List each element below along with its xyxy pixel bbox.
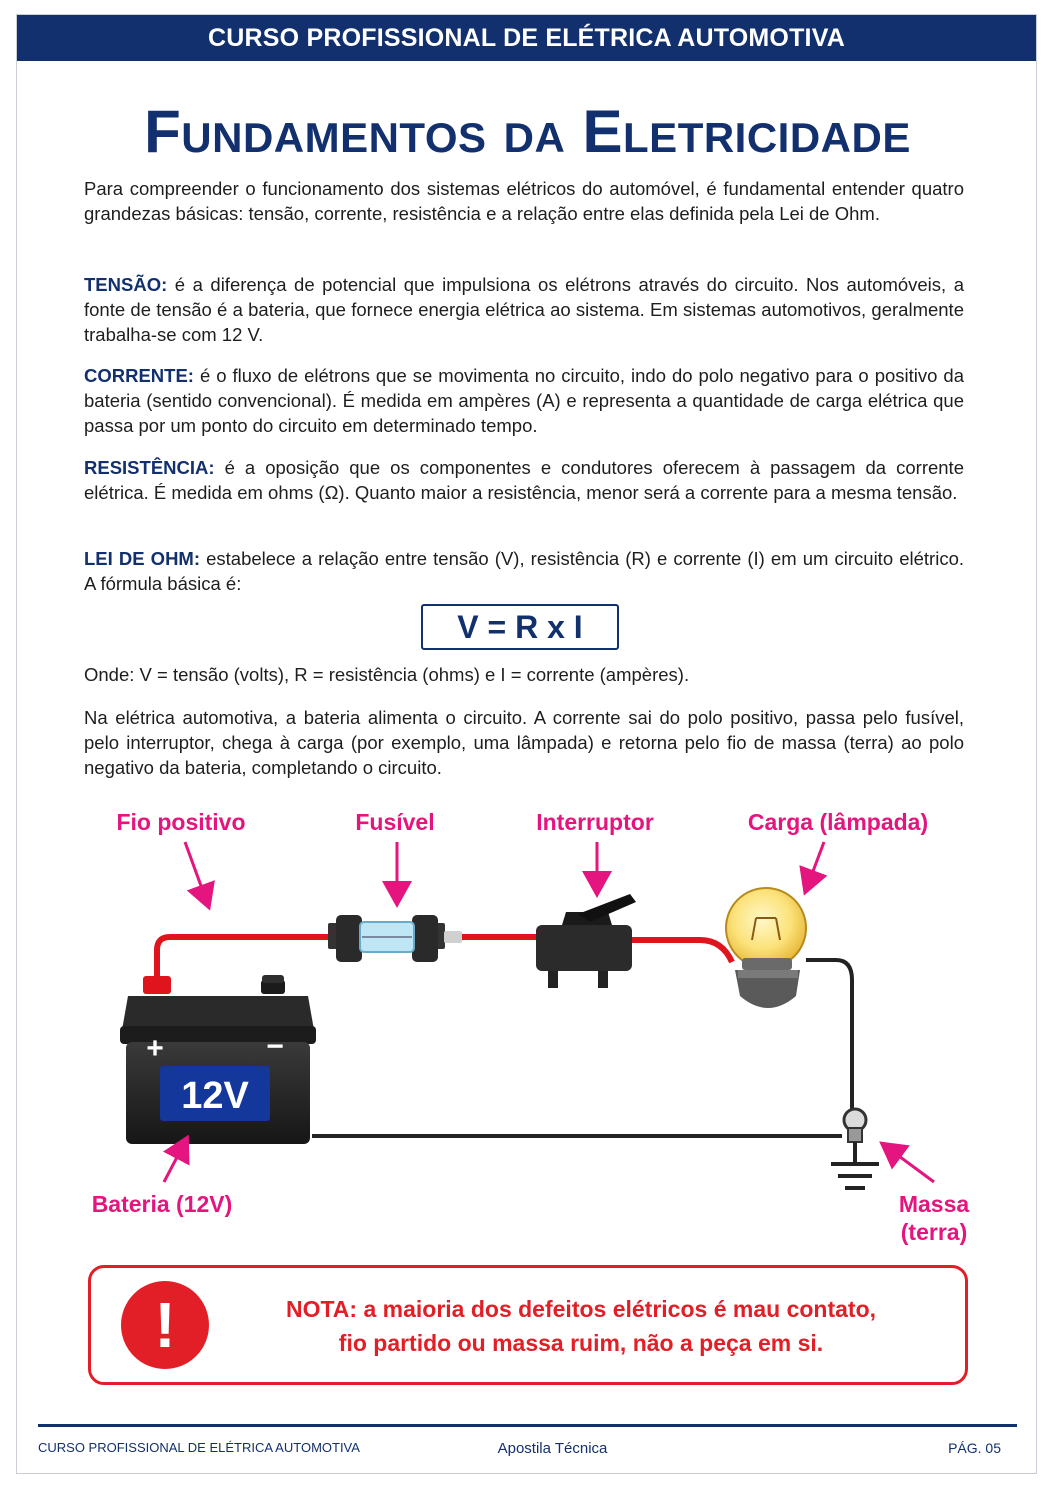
note-text — [231, 1292, 931, 1360]
definition-text: é a oposição que os componentes e condutores oferecem à passagem da corrente elétrica. É medida em ohms (Ω). Quanto maior a resistência, menor será a corrente para a mesma tensão. — [84, 457, 964, 503]
circuit-explanation: Na elétrica automotiva, a bateria alimenta o circuito. A corrente sai do polo positivo, passa pelo fusível, pelo interruptor, chega à carga (por exemplo, uma lâmpada) e retorna pelo fio de massa (terra) ao polo negativo da bateria, completando o circuito. — [84, 707, 964, 778]
ohm-formula: V = R x I — [421, 604, 619, 650]
label-fusivel: Fusível — [355, 809, 435, 835]
label-terra: (terra) — [900, 1219, 968, 1245]
page-title: Fundamentos da Eletricidade — [144, 98, 911, 165]
label-massa: Massa — [898, 1191, 970, 1217]
battery-plus-sign: + — [146, 1032, 164, 1065]
formula-legend: Onde: V = tensão (volts), R = resistência (ohms) e I = corrente (ampères). — [84, 664, 690, 685]
term-resistencia: RESISTÊNCIA: — [84, 457, 215, 478]
lamp — [726, 888, 806, 1008]
definition-tensao — [84, 272, 964, 347]
fuse — [328, 915, 462, 962]
definition-text: estabelece a relação entre tensão (V), resistência (R) e corrente (I) em um circuito elétrico. A fórmula básica é: — [84, 548, 964, 594]
positive-wire — [157, 937, 335, 985]
footer-course-name: CURSO PROFISSIONAL DE ELÉTRICA AUTOMOTIVA — [38, 1440, 360, 1455]
battery-voltage: 12V — [181, 1075, 249, 1117]
note-line: fio partido ou massa ruim, não a peça em si. — [338, 1330, 824, 1356]
label-bateria: Bateria (12V) — [91, 1191, 233, 1217]
course-banner: CURSO PROFISSIONAL DE ELÉTRICA AUTOMOTIVA — [17, 15, 1036, 61]
positive-wire-segment — [632, 940, 732, 962]
term-lei-de-ohm: LEI DE OHM: — [84, 548, 201, 569]
battery — [120, 975, 316, 1144]
circuit-diagram — [0, 790, 1055, 1250]
ground-wire — [806, 960, 852, 1110]
switch — [536, 894, 636, 988]
label-fio-positivo: Fio positivo — [116, 809, 246, 835]
battery-minus-sign: − — [266, 1030, 284, 1063]
definition-resistencia — [84, 455, 964, 505]
arrow-bateria — [164, 1140, 186, 1182]
arrow-carga — [806, 842, 824, 890]
arrow-massa — [884, 1145, 934, 1182]
note-line: NOTA: a maioria dos defeitos elétricos é mau contato, — [285, 1296, 877, 1322]
note-box — [88, 1265, 968, 1385]
term-tensao: TENSÃO: — [84, 274, 168, 295]
exclamation-icon: ! — [121, 1281, 209, 1369]
intro-paragraph: Para compreender o funcionamento dos sistemas elétricos do automóvel, é fundamental entender quatro grandezas básicas: tensão, corrente, resistência e a relação entre elas definida pela Lei de Ohm. — [84, 178, 964, 224]
definition-corrente — [84, 363, 964, 438]
label-carga: Carga (lâmpada) — [747, 809, 929, 835]
definition-text: é a diferença de potencial que impulsiona os elétrons através do circuito. Nos automóveis, a fonte de tensão é a bateria, que fornece energia elétrica ao sistema. Em sistemas automotivos, geralmente trabalha-se com 12 V. — [84, 274, 964, 345]
term-corrente: CORRENTE: — [84, 365, 194, 386]
page-number: PÁG. 05 — [948, 1440, 1001, 1456]
label-interruptor: Interruptor — [536, 809, 654, 835]
ground-symbol — [831, 1109, 879, 1188]
battery-positive-terminal — [143, 976, 171, 994]
footer-divider — [38, 1424, 1017, 1427]
footer-document-type: Apostila Técnica — [497, 1440, 608, 1457]
definition-text: é o fluxo de elétrons que se movimenta no circuito, indo do polo negativo para o positivo da bateria (sentido convencional). É medida em ampères (A) e representa a quantidade de carga elétrica que passa por um ponto do circuito em determinado tempo. — [84, 365, 964, 436]
arrow-fio-positivo — [185, 842, 208, 905]
definition-lei-de-ohm — [84, 546, 964, 596]
